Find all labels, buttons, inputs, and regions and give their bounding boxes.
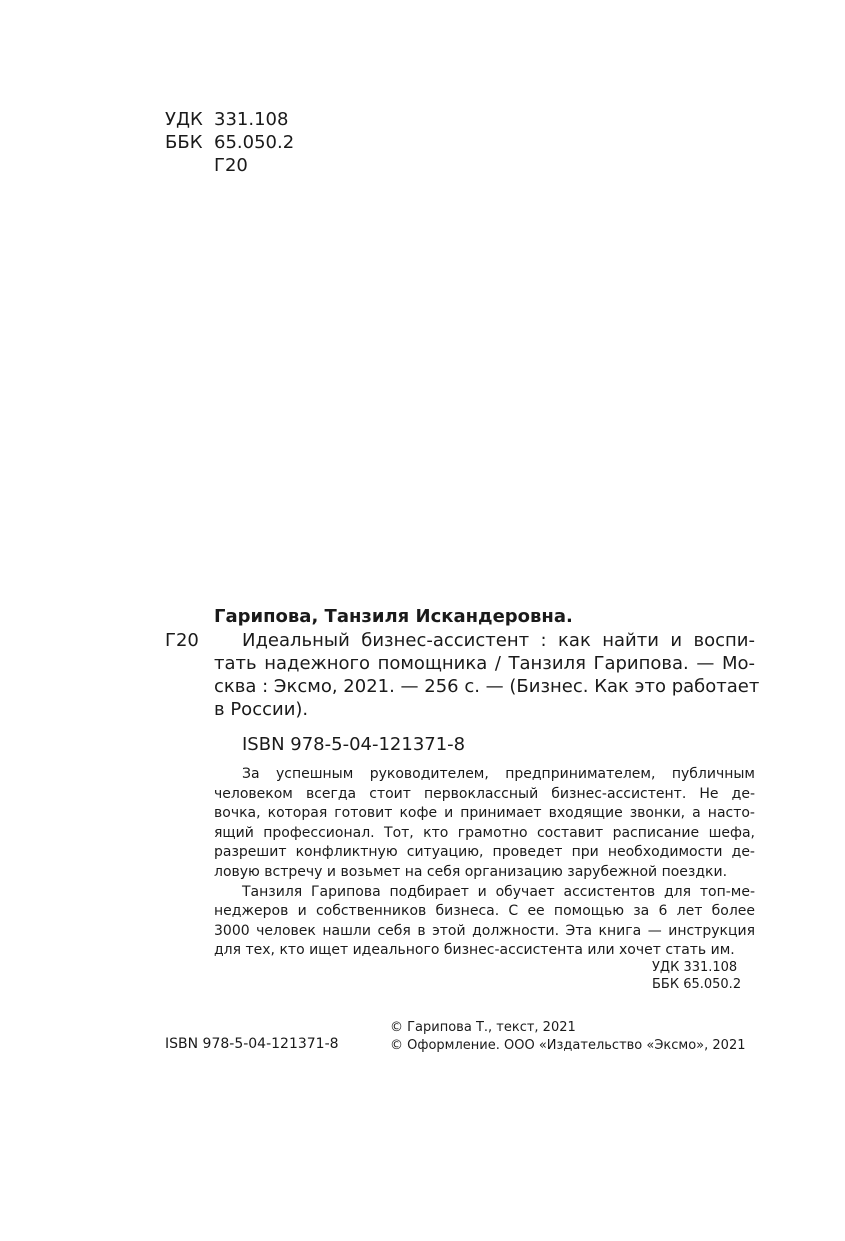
annotation-line: человеком всегда стоит первоклассный бизнес-ассистент. Не де- <box>214 785 755 802</box>
classification-footer <box>652 959 741 993</box>
copyright-design: © Оформление. ООО «Издательство «Эксмо», 2021 <box>390 1038 746 1053</box>
bbk-bottom: ББК 65.050.2 <box>652 977 742 992</box>
udk-value: 331.108 <box>214 109 289 130</box>
description-line: в России). <box>214 699 309 720</box>
bbk-value: 65.050.2 <box>214 132 295 153</box>
annotation-line: Танзиля Гарипова подбирает и обучает ассистентов для топ-ме- <box>242 883 755 900</box>
record-isbn: ISBN 978-5-04-121371-8 <box>242 734 466 755</box>
footer-isbn: ISBN 978-5-04-121371-8 <box>165 1036 339 1052</box>
annotation-line: для тех, кто ищет идеального бизнес-ассистента или хочет стать им. <box>214 942 735 959</box>
description-line: Идеальный бизнес-ассистент : как найти и воспи- <box>242 630 755 651</box>
annotation-line: За успешным руководителем, предпринимателем, публичным <box>242 766 755 782</box>
record-author-code: Г20 <box>165 630 199 651</box>
copyright-block <box>390 1019 746 1055</box>
annotation-line: 3000 человек нашли себя в этой должности. Эта книга — инструкция <box>214 922 755 939</box>
udk-label: УДК <box>165 109 203 130</box>
annotation-line: неджеров и собственников бизнеса. С ее помощью за 6 лет более <box>214 903 755 920</box>
author-code-top: Г20 <box>214 155 248 176</box>
annotation-line: вочка, которая готовит кофе и принимает входящие звонки, а насто- <box>214 805 755 822</box>
annotation-line: разрешит конфликтную ситуацию, проведет при необходимости де- <box>214 844 755 861</box>
bbk-label: ББК <box>165 132 203 153</box>
annotation-line: ящий профессионал. Тот, кто грамотно составит расписание шефа, <box>214 824 755 841</box>
classification-header <box>165 108 294 177</box>
udk-bottom: УДК 331.108 <box>652 960 738 975</box>
annotation <box>214 765 755 961</box>
udk-row <box>165 108 294 131</box>
description-line: тать надежного помощника / Танзиля Гарипова. — Мо- <box>214 653 755 674</box>
copyright-text: © Гарипова Т., текст, 2021 <box>390 1020 576 1035</box>
bbk-row <box>165 131 294 154</box>
record-author: Гарипова, Танзиля Искандеровна. <box>214 606 573 627</box>
record-description <box>214 629 760 721</box>
description-line: сква : Эксмо, 2021. — 256 с. — (Бизнес. Как это работает <box>214 676 760 697</box>
annotation-line: ловую встречу и возьмет на себя организацию зарубежной поездки. <box>214 863 728 880</box>
